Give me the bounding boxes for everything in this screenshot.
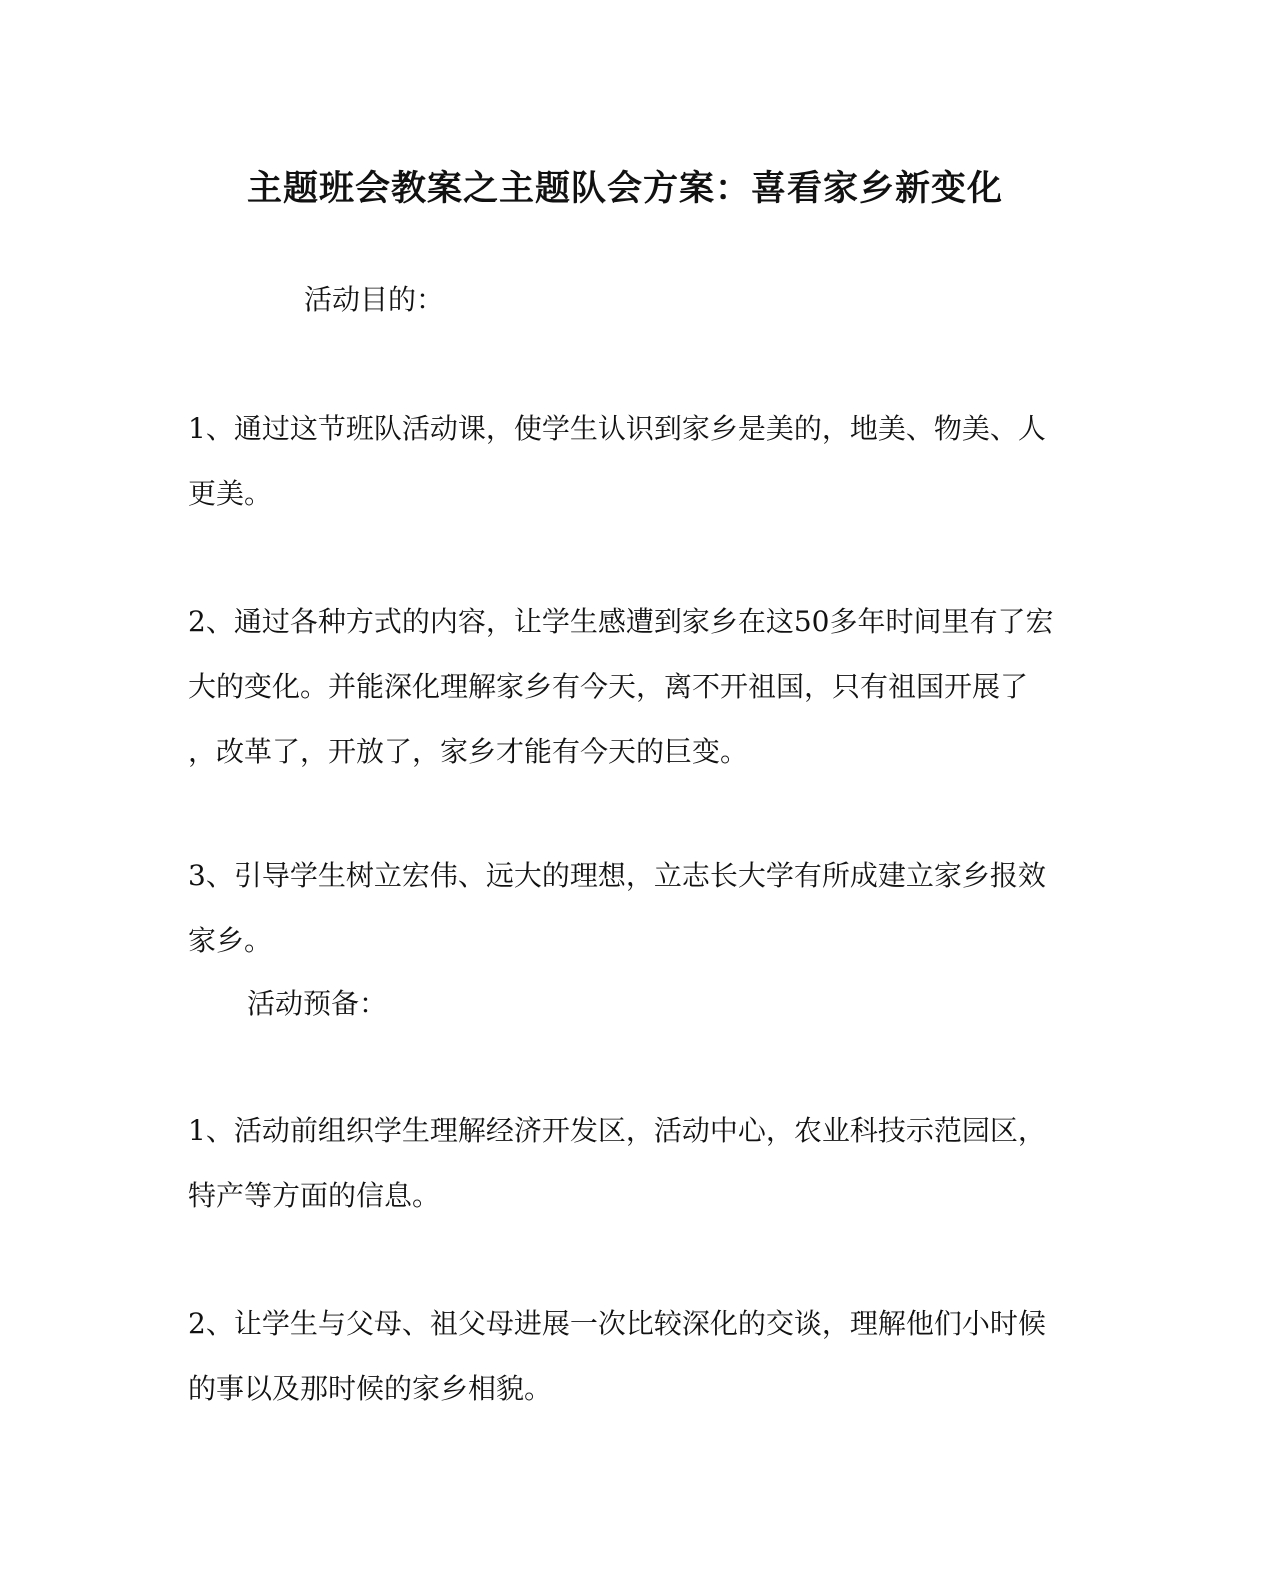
- text-line: 2、通过各种方式的内容，让学生感遭到家乡在这50多年时间里有了宏: [188, 605, 1054, 638]
- section-heading-preparation: 活动预备：: [247, 987, 388, 1020]
- paragraph-preparation-1: [188, 1098, 1068, 1228]
- text-line: ，改革了，开放了，家乡才能有今天的巨变。: [188, 735, 749, 768]
- paragraph-purpose-3: [188, 843, 1068, 973]
- text-line: 更美。: [188, 477, 273, 510]
- text-line: 2、让学生与父母、祖父母进展一次比较深化的交谈，理解他们小时候: [188, 1307, 1046, 1340]
- text-line: 家乡。: [188, 924, 273, 957]
- document-title: 主题班会教案之主题队会方案：喜看家乡新变化: [246, 168, 1003, 209]
- text-line: 的事以及那时候的家乡相貌。: [188, 1372, 553, 1405]
- paragraph-purpose-2: [188, 589, 1068, 784]
- paragraph-preparation-2: [188, 1291, 1068, 1421]
- text-line: 1、通过这节班队活动课，使学生认识到家乡是美的，地美、物美、人: [188, 412, 1046, 445]
- text-line: 1、活动前组织学生理解经济开发区，活动中心，农业科技示范园区，: [188, 1114, 1046, 1147]
- text-line: 特产等方面的信息。: [188, 1179, 441, 1212]
- section-heading-purpose: 活动目的：: [304, 283, 445, 316]
- text-line: 大的变化。并能深化理解家乡有今天，离不开祖国，只有祖国开展了: [188, 670, 1029, 703]
- paragraph-purpose-1: [188, 396, 1068, 526]
- text-line: 3、引导学生树立宏伟、远大的理想，立志长大学有所成建立家乡报效: [188, 859, 1046, 892]
